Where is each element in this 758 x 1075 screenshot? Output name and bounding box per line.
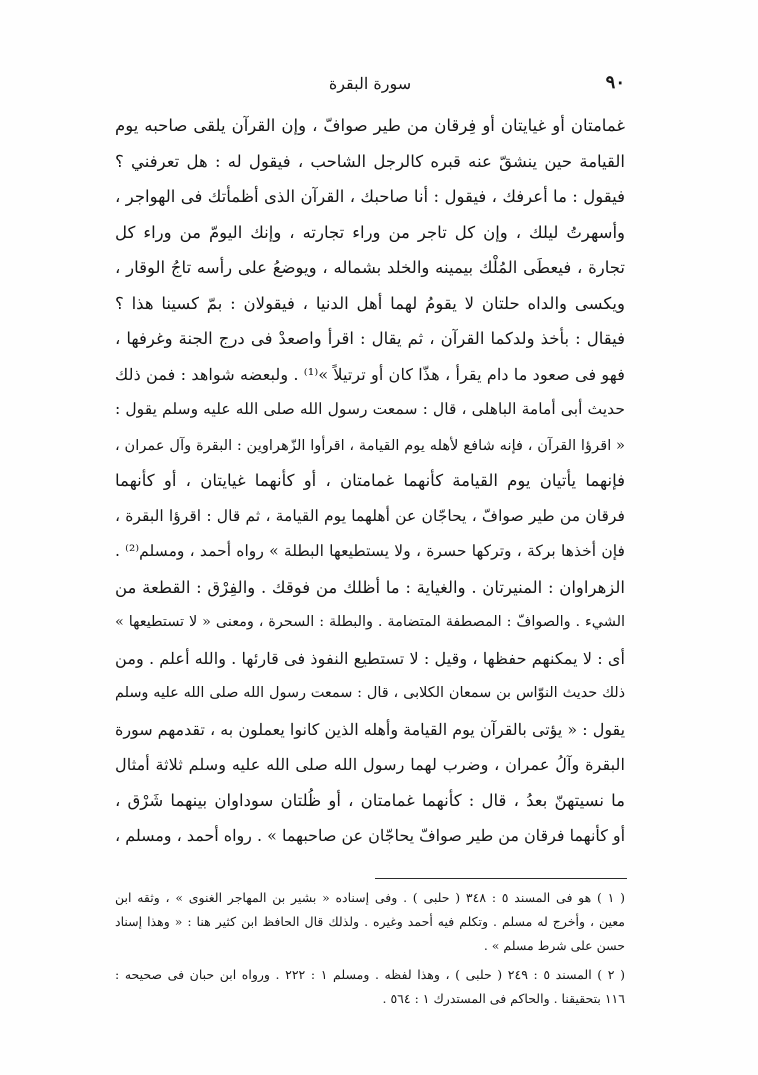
footnote-1 [115, 886, 625, 958]
text-line: فرقان من طير صوافّ ، يحاجّان عن أهلهما يوم القيامة ، ثم قال : اقرؤا البقرة ، [115, 506, 625, 525]
footnote-line: حسن على شرط مسلم » . [483, 938, 625, 953]
footnote-line: معين ، وأخرج له مسلم . وتكلم فيه أحمد وغيره . ولذلك قال الحافظ ابن كثير هنا : « وهذا إسناد [115, 914, 625, 929]
main-text [115, 108, 625, 854]
footnote-divider [375, 878, 627, 879]
footnote-line: ( ١ ) هو فى المسند ٥ : ٣٤٨ ( حلبى ) . وفى إسناده « بشير بن المهاجر الغنوى » ، وثقه ابن [115, 890, 625, 905]
footnote-line: ١١٦ بتحقيقنا . والحاكم فى المستدرك ١ : ٥٦٤ . [382, 991, 625, 1006]
text-line: أى : لا يمكنهم حفظها ، وقيل : لا تستطيع النفوذ فى قارئها . والله أعلم . ومن [115, 648, 625, 668]
text-line: يقول : « يؤتى بالقرآن يوم القيامة وأهله الذين كانوا يعملون به ، تقدمهم سورة [115, 719, 625, 739]
text-line: فهو فى صعود ما دام يقرأ ، هذّا كان أو ترتيلاً »⁽¹⁾ . ولبعضه شواهد : فمن ذلك [115, 364, 625, 384]
text-line: فإنهما يأتيان يوم القيامة كأنهما غمامتان ، أو كأنهما غيايتان ، أو كأنهما [115, 471, 625, 490]
text-line: ما نسيتهنّ بعدُ ، قال : كأنهما غمامتان ، أو ظُلتان سوداوان بينهما شَرْق ، [115, 790, 625, 810]
text-line: فإن أخذها بركة ، وتركها حسرة ، ولا يستطيعها البطلة » رواه أحمد ، ومسلم⁽²⁾ . [115, 542, 625, 560]
text-line: حديث أبى أمامة الباهلى ، قال : سمعت رسول الله صلى الله عليه وسلم يقول : [115, 400, 625, 418]
text-line: القيامة حين ينشقّ عنه قبره كالرجل الشاحب ، فيقول له : هل تعرفني ؟ [115, 151, 625, 171]
text-line: ويكسى والداه حلتان لا يقومُ لهما أهل الدنيا ، فيقولان : بمّ كسينا هذا ؟ [115, 293, 625, 313]
page-number: ٩٠ [605, 72, 625, 93]
text-line: البقرة وآلُ عمران ، وضرب لهما رسول الله صلى الله عليه وسلم ثلاثة أمثال [115, 755, 625, 774]
footnotes [115, 886, 625, 1011]
footnote-line: ( ٢ ) المسند ٥ : ٢٤٩ ( حلبى ) ، وهذا لفظه . ومسلم ١ : ٢٢٢ . ورواه ابن حبان فى صحيحه : [115, 967, 625, 982]
text-line: الزهراوان : المنيرتان . والغياية : ما أظلك من فوقك . والفِرْق : القطعة من [115, 577, 625, 597]
footnote-2 [115, 963, 625, 1011]
text-line: وأسهرتُ ليلك ، وإن كل تاجر من وراء تجارته ، وإنك اليومّ من وراء كل [115, 222, 625, 242]
text-line: أو كأنهما فرقان من طير صوافّ يحاجّان عن صاحبهما » . رواه أحمد ، ومسلم ، [115, 826, 625, 845]
text-line: غمامتان أو غيايتان أو فِرقان من طير صوافّ ، وإن القرآن يلقى صاحبه يوم [115, 116, 625, 135]
text-line: فيقال : بأخذ ولدكما القرآن ، ثم يقال : اقرأ واصعدْ فى درج الجنة وغرفها ، [115, 329, 625, 348]
text-line: الشيء . والصوافّ : المصطفة المتضامة . والبطلة : السحرة ، ومعنى « لا تستطيعها » [115, 614, 625, 630]
text-line: ذلك حديث النوّاس بن سمعان الكلابى ، قال : سمعت رسول الله صلى الله عليه وسلم [115, 685, 625, 701]
running-title: سورة البقرة [328, 74, 412, 93]
text-line: فيقول : ما أعرفك ، فيقول : أنا صاحبك ، القرآن الذى أظمأتك فى الهواجر ، [115, 187, 625, 206]
text-line: « اقرؤا القرآن ، فإنه شافع لأهله يوم القيامة ، اقرأوا الزّهراوين : البقرة وآل عمران ، [115, 436, 625, 454]
text-line: تجارة ، فيعطَى المُلْك بيمينه والخلد بشماله ، ويوضعُ على رأسه تاجُ الوقار ، [115, 258, 625, 277]
page-header [115, 58, 625, 92]
